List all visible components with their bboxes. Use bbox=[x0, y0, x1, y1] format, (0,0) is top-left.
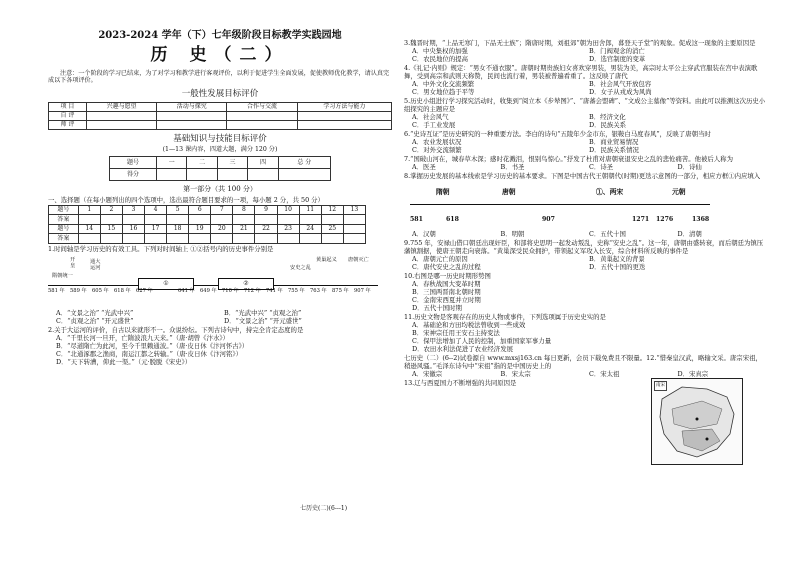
basic-eval-title: 基础知识与技能目标评价 bbox=[173, 133, 267, 144]
table-cell: 14 bbox=[78, 224, 100, 234]
answer-cell[interactable] bbox=[167, 215, 189, 225]
table-header-cell: 活动与探究 bbox=[157, 102, 227, 111]
table-row bbox=[49, 224, 366, 234]
option[interactable]: B．门阀观念的消亡 bbox=[589, 47, 645, 55]
timeline-year: 755 年 bbox=[288, 287, 305, 294]
table-row bbox=[110, 168, 331, 180]
option[interactable]: B．商业贸易情况 bbox=[589, 138, 639, 146]
timeline-label: 黄巢起义 bbox=[316, 256, 337, 263]
table-cell: 1 bbox=[78, 205, 100, 215]
timeline-box-1: ① bbox=[138, 278, 194, 290]
answer-cell[interactable] bbox=[100, 215, 122, 225]
table-cell: 3 bbox=[122, 205, 144, 215]
score-cell[interactable] bbox=[248, 168, 278, 180]
basic-eval-subtitle: (1—13 课内容，四道大题，满分 120 分) bbox=[162, 146, 278, 154]
timeline-year: 710 年 bbox=[222, 287, 239, 294]
option[interactable]: C．保甲法增加了人民的控制，加重国家军事力量 bbox=[412, 337, 552, 345]
option[interactable]: C．诗圣 bbox=[589, 163, 614, 171]
option[interactable]: C．农民地位的提高 bbox=[412, 55, 469, 63]
answer-cell[interactable] bbox=[299, 215, 321, 225]
score-cell[interactable] bbox=[187, 168, 217, 180]
table-cell: 20 bbox=[211, 224, 233, 234]
question-stem: 13.辽与西夏国力不断增强的共同原因是 bbox=[404, 379, 517, 387]
question-stem: 5.历史小组进行学习探究活动时，收集到“阅立本《步辇图》”、“唐蕃会盟碑”、“文成公主墓像”等资料。由此可以推测这次历史小组探究的主题应是 bbox=[404, 97, 766, 113]
table-cell: 21 bbox=[233, 224, 255, 234]
timeline-year: 589 年 bbox=[70, 287, 87, 294]
option[interactable]: C．“贞观之治” “开元盛世” bbox=[56, 316, 134, 325]
question-stem: 11.历史文物是客观存在的历史人物或事件，下列选项属于历史史实的是 bbox=[404, 313, 606, 321]
eval-cell[interactable] bbox=[86, 120, 156, 129]
option[interactable]: D．民族关系 bbox=[589, 121, 627, 129]
option[interactable]: D．农田水利法促进了农业经济发展 bbox=[412, 345, 513, 353]
table-header-cell: 四 bbox=[248, 156, 278, 168]
option[interactable]: A．医圣 bbox=[412, 163, 436, 171]
notice-text: 注意：一个阶段的学习已结束，为了对学习和教学进行客观评价，以利于促进学生全面发展，促使教师优化教学，请认真完成以下各项评价。 bbox=[48, 69, 390, 85]
answer-cell[interactable] bbox=[189, 215, 211, 225]
table-cell: 12 bbox=[321, 205, 343, 215]
option[interactable]: D．宋真宗 bbox=[677, 370, 709, 378]
eval-cell[interactable] bbox=[227, 120, 297, 129]
option-list bbox=[404, 230, 766, 238]
table-header-cell: 合作与交流 bbox=[227, 102, 297, 111]
table-cell: 题号 bbox=[49, 205, 79, 215]
map-illustration bbox=[652, 379, 742, 464]
table-cell: 5 bbox=[167, 205, 189, 215]
question-9 bbox=[404, 239, 766, 271]
timeline-axis bbox=[410, 204, 710, 205]
option[interactable]: A．“文景之治” “光武中兴” bbox=[56, 308, 134, 317]
option[interactable]: A．中外文化交流频繁 bbox=[412, 80, 475, 88]
table-header-cell: 学习方法与能力 bbox=[297, 102, 391, 111]
table-cell: 2 bbox=[100, 205, 122, 215]
question-8 bbox=[404, 172, 766, 238]
table-header-cell: 题号 bbox=[110, 156, 157, 168]
answer-cell[interactable] bbox=[255, 215, 277, 225]
option-list bbox=[48, 334, 392, 366]
table-cell: 7 bbox=[211, 205, 233, 215]
timeline-box-2: ② bbox=[218, 278, 274, 290]
timeline-label: 隋朝统一 bbox=[52, 272, 73, 279]
answer-cell[interactable] bbox=[277, 215, 299, 225]
dynasty-year: 1368 bbox=[692, 216, 710, 223]
option-list bbox=[404, 138, 766, 154]
score-cell[interactable] bbox=[278, 168, 330, 180]
timeline-year: 605 年 bbox=[92, 287, 109, 294]
question-12 bbox=[404, 354, 766, 378]
question-stem: 4.《礼记·内则》规定：“男女不通衣服”。唐朝时期贵族妇女喜欢穿男装，男装为美，高宗时太平公主穿武官服装在宫中表演歌舞，受到高宗和武则天称赞，民间也流行着，男装被普遍看重了。这反映了唐代 bbox=[404, 64, 758, 80]
part1-title: 第一部分（共 100 分） bbox=[183, 184, 257, 193]
left-column bbox=[48, 30, 392, 367]
option[interactable]: A．农业发展状况 bbox=[412, 138, 462, 146]
timeline-label-text: 皇 bbox=[70, 263, 76, 270]
question-5 bbox=[404, 97, 766, 129]
question-stem: 6.“史诗互证”是历史研究的一种重要方法。李白的诗句“五陵年少金市东，银鞍白马度春风”，反映了唐朝当时 bbox=[404, 130, 711, 138]
eval-cell[interactable] bbox=[297, 111, 391, 120]
option[interactable]: A．基础论和方田均税法曾收到一些成效 bbox=[412, 321, 526, 329]
timeline-year: 627 年 bbox=[136, 287, 153, 294]
timeline-label-text: 运河 bbox=[90, 265, 101, 272]
answer-cell[interactable] bbox=[211, 215, 233, 225]
question-stem: 3.魏晋时期，“上品无寒门，下品无士族”；隋唐时期，刘祖郊“朝为田舍郎，暮登天子堂”的观象。促成这一现象的主要原因是 bbox=[404, 39, 756, 47]
answer-cell[interactable] bbox=[343, 215, 365, 225]
option[interactable]: B．经济文化 bbox=[589, 113, 626, 121]
exam-title: 2023-2024 学年（下）七年级阶段目标教学实践园地 bbox=[98, 30, 342, 41]
option[interactable]: D．选官制度的变革 bbox=[589, 55, 646, 63]
answer-cell[interactable] bbox=[321, 234, 343, 244]
table-cell: 10 bbox=[277, 205, 299, 215]
option[interactable]: A．春秋战国大变革时期 bbox=[412, 280, 481, 288]
table-cell bbox=[343, 224, 365, 234]
option[interactable]: C．宋太祖 bbox=[589, 370, 620, 378]
question-stem: 9.755 年，安禄山借口朝廷出现奸臣，和部将史思明一起发动叛乱，史称“安史之乱”。这一年，唐朝由盛转衰，而后朝廷为镇压藩镇割据，使唐王朝走向衰落。“黄巢深受民众拥护，带领起义军攻入长安，综合材料所反映的事件是 bbox=[404, 239, 764, 255]
table-cell: 22 bbox=[255, 224, 277, 234]
table-row bbox=[49, 234, 366, 244]
option[interactable]: A．社会风气 bbox=[412, 113, 449, 121]
answer-cell[interactable] bbox=[233, 234, 255, 244]
table-header-cell: 三 bbox=[217, 156, 247, 168]
option-list bbox=[404, 321, 644, 353]
question-7 bbox=[404, 155, 766, 171]
option-list bbox=[404, 47, 766, 63]
option[interactable]: C．对外交流频繁 bbox=[412, 146, 462, 154]
option[interactable]: B．社会风气开放包容 bbox=[589, 80, 652, 88]
option[interactable]: B．黄巢起义的背景 bbox=[589, 255, 645, 263]
right-column bbox=[404, 38, 766, 388]
score-table bbox=[109, 156, 331, 181]
option[interactable]: D．“天下转漕，仰此一渠。”（元·脱脱《宋史》） bbox=[56, 357, 192, 366]
answer-cell[interactable] bbox=[122, 215, 144, 225]
option[interactable]: D．清朝 bbox=[677, 230, 702, 238]
eval-cell[interactable] bbox=[157, 120, 227, 129]
option-list bbox=[48, 309, 392, 325]
table-cell: 17 bbox=[145, 224, 167, 234]
timeline-year: 763 年 bbox=[310, 287, 327, 294]
eval-cell[interactable] bbox=[297, 120, 391, 129]
table-row bbox=[49, 215, 366, 225]
part1-instruction: 一、选择题（在每小题列出的四个选项中，选出最符合题目要求的一项，每小题 2 分，共 50 分） bbox=[48, 195, 324, 204]
dynasty-year: 581 bbox=[410, 216, 423, 223]
dynasty-year: 618 bbox=[446, 216, 459, 223]
answer-cell[interactable] bbox=[145, 234, 167, 244]
question-1 bbox=[48, 245, 392, 325]
dynasty-label: 元朝 bbox=[672, 188, 686, 196]
question-2 bbox=[48, 326, 392, 366]
answer-cell[interactable] bbox=[78, 234, 100, 244]
answer-cell[interactable] bbox=[211, 234, 233, 244]
option[interactable]: C．“北通涿郡之渔商，南运江都之转输。”（唐·皮日休《汴河铭》） bbox=[56, 349, 242, 358]
option[interactable]: D．民族关系情况 bbox=[589, 146, 639, 154]
timeline-year: 741 年 bbox=[266, 287, 283, 294]
table-row bbox=[49, 111, 392, 120]
table-cell: 24 bbox=[299, 224, 321, 234]
question-stem: 七历史（二）(6--2)试卷源自 www.mxsj163.cn 每日更新，会员下载免费且不限量。12.“惜秦皇汉武，略输文采。唐宗宋祖，稍逊风骚。”毛泽东诗句中“宋祖”指的是中国历史上的 bbox=[404, 354, 762, 370]
row-label: 得分 bbox=[110, 168, 157, 180]
timeline-year: 875 年 bbox=[332, 287, 349, 294]
dynasty-label: 隋朝 bbox=[436, 188, 450, 196]
table-cell: 15 bbox=[100, 224, 122, 234]
dynasty-label: 唐朝 bbox=[502, 188, 516, 196]
option[interactable]: B．“光武中兴” “贞观之治” bbox=[224, 308, 302, 317]
question-6 bbox=[404, 130, 766, 154]
answer-cell[interactable] bbox=[145, 215, 167, 225]
dynasty-year: 1276 bbox=[656, 216, 674, 223]
question-10 bbox=[404, 272, 644, 312]
table-cell: 23 bbox=[277, 224, 299, 234]
score-cell[interactable] bbox=[217, 168, 247, 180]
timeline-label-text: 通大 bbox=[90, 258, 101, 265]
option-list bbox=[404, 163, 766, 171]
timeline-label-text: 开 bbox=[70, 256, 76, 263]
question-stem: 8.掌握历史发展的基本线索是学习历史的基本要求。下图是中国古代王朝朝代(时期)更迭示意图的一部分，相应方框①内应填入 bbox=[404, 172, 761, 180]
table-cell: 16 bbox=[122, 224, 144, 234]
q1-timeline bbox=[48, 255, 378, 307]
table-cell: 题号 bbox=[49, 224, 79, 234]
option-list bbox=[404, 370, 766, 378]
page-number-left: 七历史(二)(6---1) bbox=[300, 505, 348, 512]
table-header-cell: 一 bbox=[157, 156, 187, 168]
general-eval-table bbox=[48, 102, 392, 130]
table-row bbox=[49, 102, 392, 111]
question-11 bbox=[404, 313, 644, 353]
answer-cell[interactable] bbox=[343, 234, 365, 244]
eval-cell[interactable] bbox=[227, 111, 297, 120]
answer-cell[interactable] bbox=[189, 234, 211, 244]
timeline-label bbox=[90, 259, 100, 272]
timeline-year: 581 年 bbox=[48, 287, 65, 294]
option-list bbox=[404, 113, 766, 129]
table-row bbox=[49, 205, 366, 215]
answer-cell[interactable] bbox=[78, 215, 100, 225]
map-legend: 南宋 bbox=[654, 381, 667, 391]
table-header-cell: 兴趣与愿望 bbox=[86, 102, 156, 111]
option[interactable]: C．金南宋西夏并立时期 bbox=[412, 296, 481, 304]
option[interactable]: B．明朝 bbox=[500, 230, 525, 238]
timeline-label bbox=[70, 257, 75, 270]
timeline-year: 641 年 bbox=[178, 287, 195, 294]
question-stem: 2.关于大运河的评价，自古以来就形不一。众说纷纭。下列古诗句中，持完全肯定态度的是 bbox=[48, 325, 304, 334]
table-cell: 4 bbox=[145, 205, 167, 215]
timeline-year: 907 年 bbox=[354, 287, 371, 294]
answer-cell[interactable] bbox=[255, 234, 277, 244]
table-cell: 18 bbox=[167, 224, 189, 234]
table-cell: 13 bbox=[343, 205, 365, 215]
option-list bbox=[404, 280, 644, 312]
option[interactable]: A．汉朝 bbox=[412, 230, 436, 238]
option[interactable]: D．诗仙 bbox=[677, 163, 702, 171]
score-cell[interactable] bbox=[157, 168, 187, 180]
table-row bbox=[49, 120, 392, 129]
question-stem: 1.时间轴是学习历史的有效工具。下列对时间轴上 ①②括号内的历史事件分别是 bbox=[48, 244, 274, 253]
question-stem: 10.右图是哪一历史时期形势图 bbox=[404, 272, 491, 280]
option[interactable]: B．“尽道隋亡为此河，至今千里赖通波。”（唐·皮日休《汴河怀古》） bbox=[56, 341, 249, 350]
option[interactable]: C．男女地位趋于平等 bbox=[412, 88, 475, 96]
table-cell: 8 bbox=[233, 205, 255, 215]
timeline-axis bbox=[48, 285, 378, 286]
table-cell: 25 bbox=[321, 224, 343, 234]
answer-cell[interactable] bbox=[321, 215, 343, 225]
question-stem: 7.“国破山河在，城春草木深；感时花溅泪，恨别鸟惊心。”抒发了杜甫对唐朝衰退安史之乱的悲怆痛苦。他被后人称为 bbox=[404, 155, 733, 163]
timeline-year: 712 年 bbox=[244, 287, 261, 294]
answer-table bbox=[48, 205, 366, 244]
option[interactable]: D．女子从戎成为风尚 bbox=[589, 88, 652, 96]
answer-cell[interactable] bbox=[277, 234, 299, 244]
option[interactable]: C．唐代安史之乱的过程 bbox=[412, 263, 481, 271]
row-label: 师 评 bbox=[49, 120, 87, 129]
answer-cell[interactable] bbox=[100, 234, 122, 244]
timeline-year: 618 年 bbox=[114, 287, 131, 294]
dynasty-label: ①、两宋 bbox=[596, 188, 624, 196]
option[interactable]: D．五代十国时期 bbox=[412, 304, 462, 312]
table-row bbox=[110, 156, 331, 168]
option[interactable]: C．五代十国 bbox=[589, 230, 626, 238]
table-header-cell: 二 bbox=[187, 156, 217, 168]
option[interactable]: B．书圣 bbox=[500, 163, 525, 171]
option[interactable]: B．宋太宗 bbox=[500, 370, 531, 378]
table-cell: 6 bbox=[189, 205, 211, 215]
option[interactable]: A．“千里长河一旦开，亡隋波浪九天来。”（唐·胡曾《汴水》） bbox=[56, 333, 229, 342]
option[interactable]: D．“文景之治” “开元盛世” bbox=[224, 316, 302, 325]
dynasty-year: 907 bbox=[542, 216, 555, 223]
option[interactable]: B．宋神宗任用王安石主持变法 bbox=[412, 329, 500, 337]
table-cell: 答案 bbox=[49, 234, 79, 244]
general-eval-title: 一般性发展目标评价 bbox=[181, 88, 259, 99]
subject-title: 历 史（二） bbox=[150, 44, 290, 65]
eval-cell[interactable] bbox=[86, 111, 156, 120]
option[interactable]: D．五代十国的更迭 bbox=[589, 263, 646, 271]
option[interactable]: C．手工业发展 bbox=[412, 121, 456, 129]
table-cell: 9 bbox=[255, 205, 277, 215]
option[interactable]: A．宋徽宗 bbox=[412, 370, 443, 378]
answer-cell[interactable] bbox=[167, 234, 189, 244]
table-header-cell: 项 目 bbox=[49, 102, 87, 111]
timeline-year: 649 年 bbox=[200, 287, 217, 294]
dynasty-year: 1271 bbox=[632, 216, 650, 223]
table-cell: 19 bbox=[189, 224, 211, 234]
table-cell: 答案 bbox=[49, 215, 79, 225]
table-header-cell: 总 分 bbox=[278, 156, 330, 168]
historical-map bbox=[651, 378, 743, 465]
option-list bbox=[404, 255, 766, 271]
answer-cell[interactable] bbox=[122, 234, 144, 244]
timeline-label: 安史之乱 bbox=[290, 264, 311, 271]
option[interactable]: A．唐朝元亡的原因 bbox=[412, 255, 468, 263]
eval-cell[interactable] bbox=[157, 111, 227, 120]
dynasty-timeline bbox=[410, 182, 710, 228]
timeline-label: 唐朝灭亡 bbox=[348, 256, 369, 263]
option[interactable]: A．中央集权的加强 bbox=[412, 47, 468, 55]
row-label: 自 评 bbox=[49, 111, 87, 120]
option-list bbox=[404, 80, 766, 96]
answer-cell[interactable] bbox=[299, 234, 321, 244]
question-3 bbox=[404, 39, 766, 63]
option[interactable]: B．三国两晋南北朝时期 bbox=[412, 288, 481, 296]
answer-cell[interactable] bbox=[233, 215, 255, 225]
table-cell: 11 bbox=[299, 205, 321, 215]
question-4 bbox=[404, 64, 766, 96]
